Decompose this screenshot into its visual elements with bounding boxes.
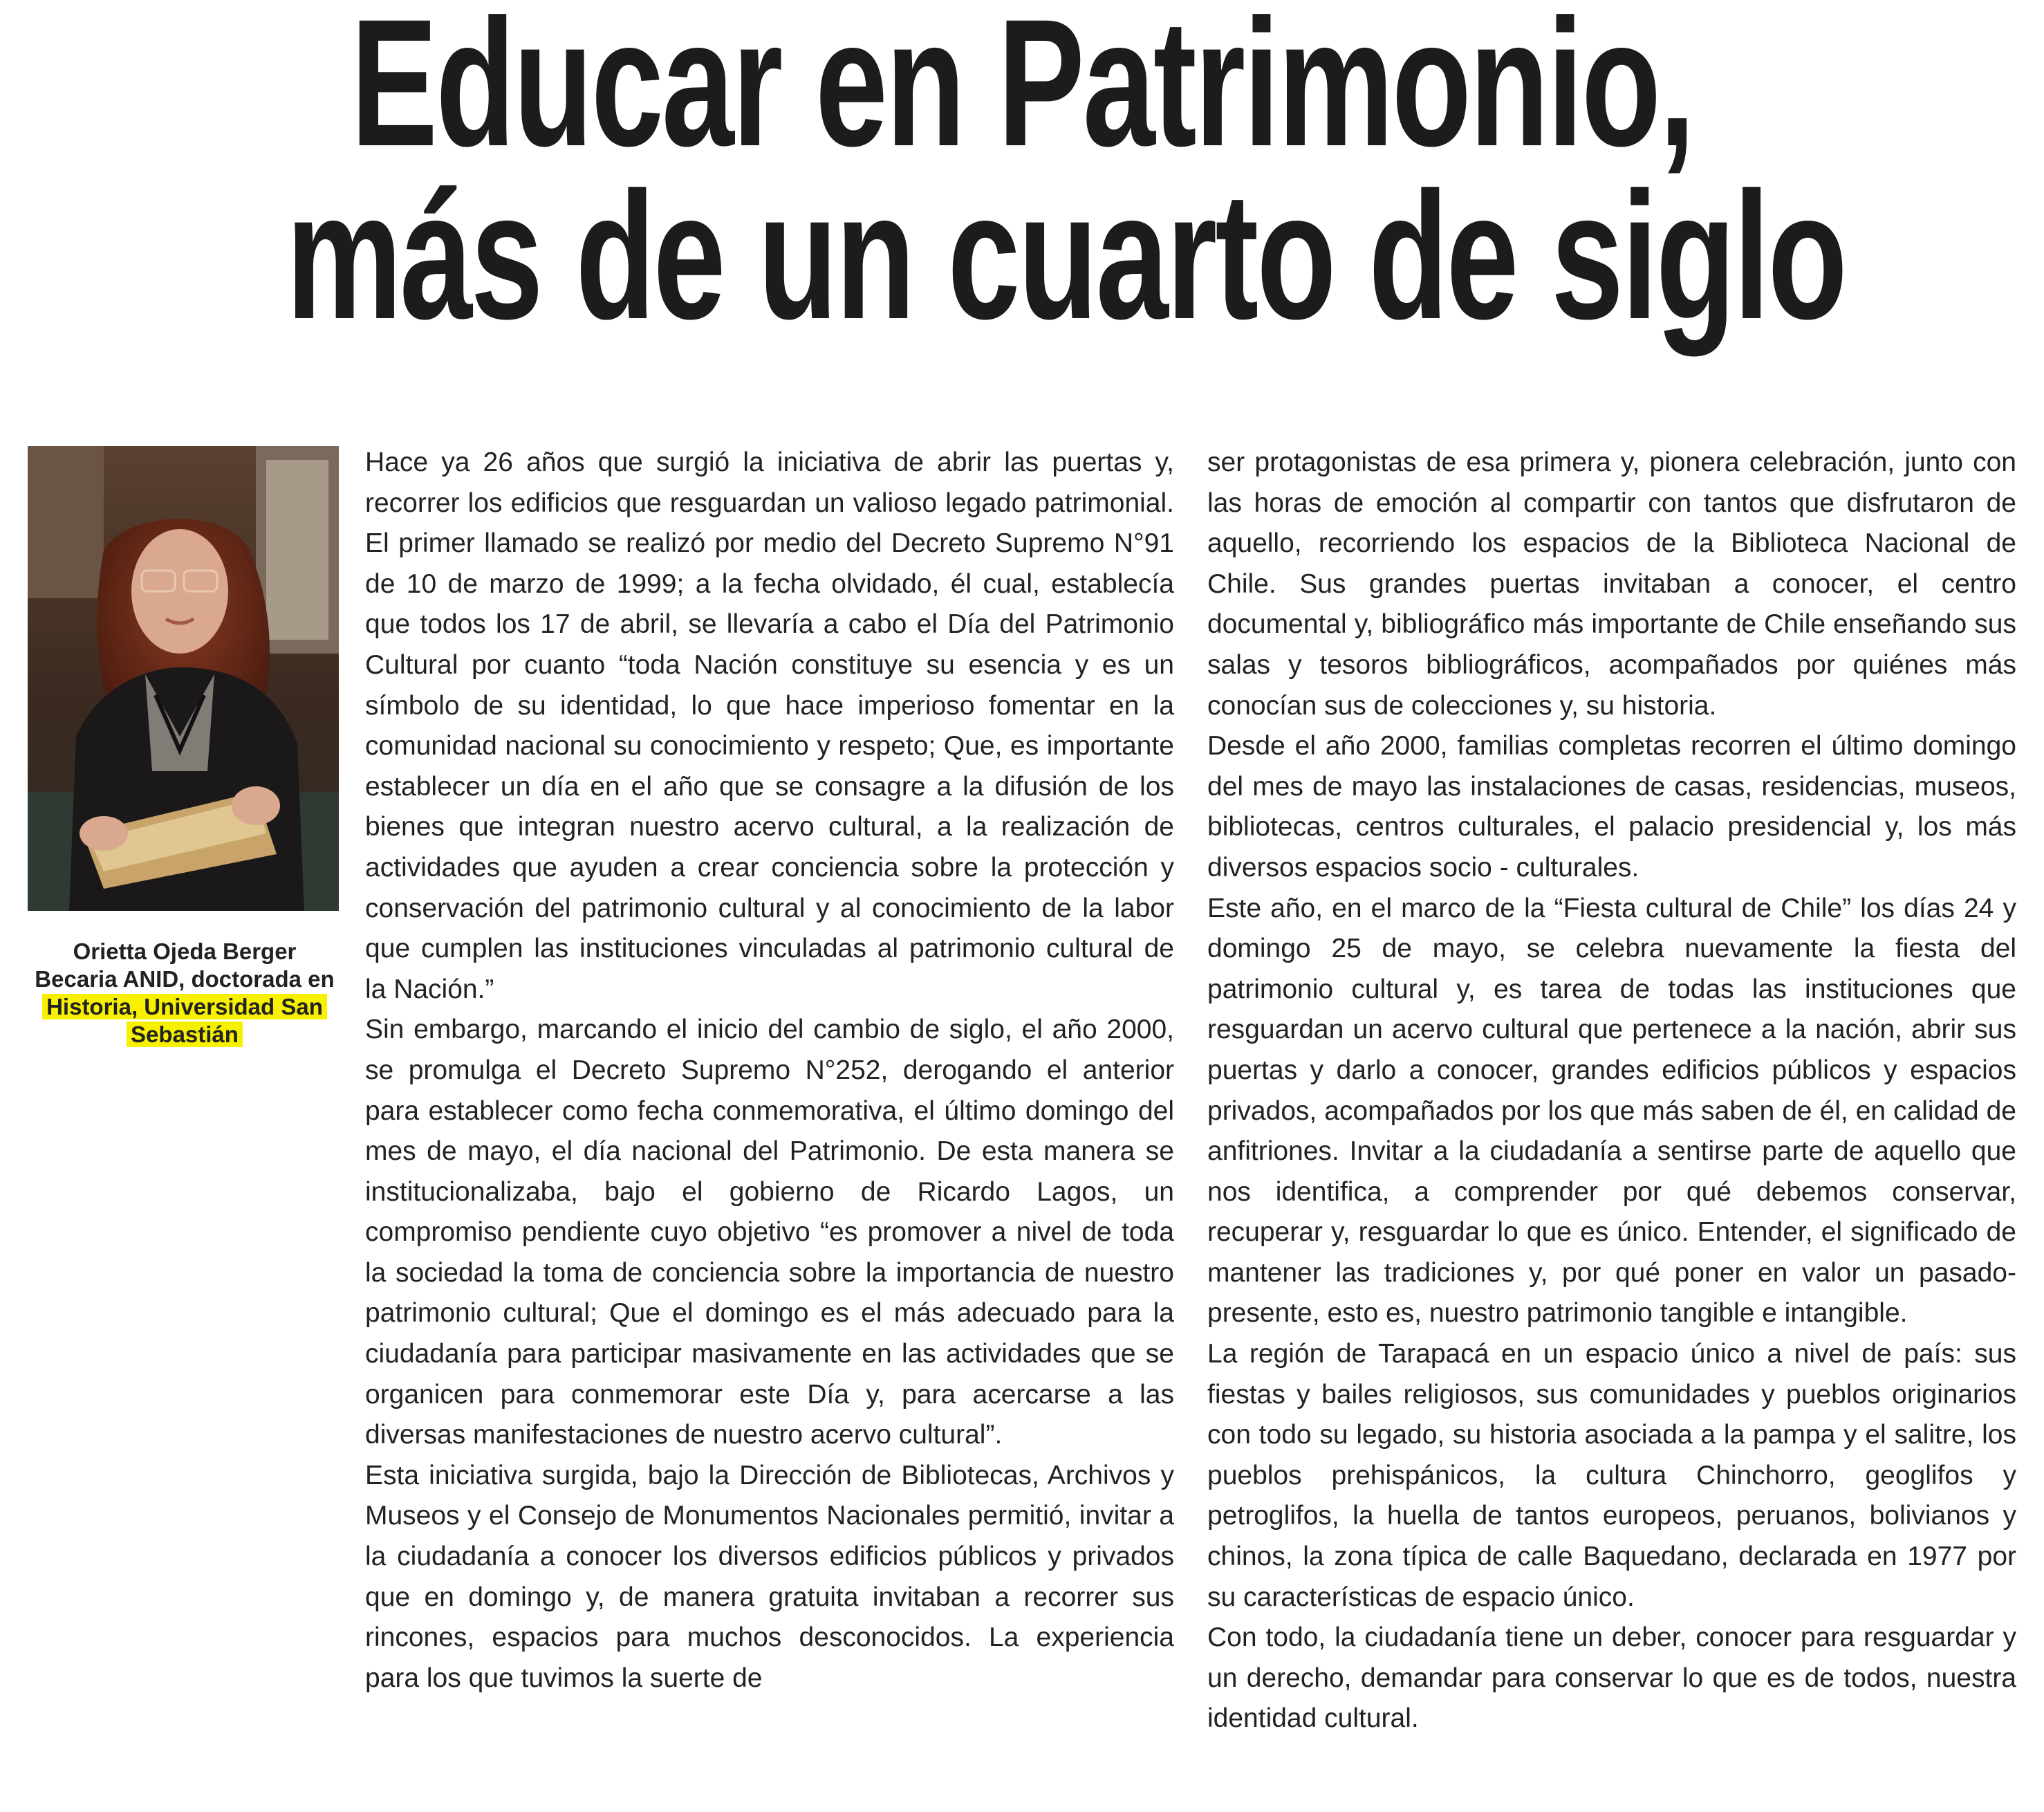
paragraph: Este año, en el marco de la “Fiesta cultural de Chile” los días 24 y domingo 25 de mayo, se celebra nuevamente la fiesta del patrimonio cultural y, es tarea de todas las instituciones que resguardan un acervo cultural que pertenece a la nación, abrir sus puertas y darlo a conocer, grandes edificios públicos y espacios privados, acompañados por los que más saben de él, en calidad de anfitriones. Invitar a la ciudadanía a sentirse parte de aquello que nos identifica, a comprender por qué debemos conservar, recuperar y, resguardar lo que es único. Entender, el significado de mantener las tradiciones y, por qué poner en valor un pasado- presente, esto es, nuestro patrimonio tangible e intangible. <box>1207 893 2016 1329</box>
paragraph: Hace ya 26 años que surgió la iniciativa de abrir las puertas y, recorrer los edificios que resguardan un valioso legado patrimonial. El primer llamado se realizó por medio del Decreto Supremo N°91 de 10 de marzo de 1999; a la fecha olvidado, él cual, establecía que todos los 17 de abril, se llevaría a cabo el Día del Patrimonio Cultural por cuanto “toda Nación constituye su esencia y es un símbolo de su identidad, lo que hace imperioso fomentar en la comunidad nacional su conocimiento y respeto; Que, es importante establecer un día en el año que se consagre a la difusión de los bienes que integran nuestro acervo cultural, a la realización de actividades que ayuden a crear conciencia sobre la protección y conservación del patrimonio cultural y al conocimiento de la labor que cumplen las instituciones vinculadas al patrimonio cultural de la Nación.” <box>365 447 1174 1004</box>
article-column-2 <box>1207 443 2016 1739</box>
headline-line-2: más de un cuarto de siglo <box>286 154 1846 357</box>
paragraph: Sin embargo, marcando el inicio del cambio de siglo, el año 2000, se promulga el Decreto Supremo N°252, derogando el anterior para establecer como fecha conmemorativa, el último domingo del mes de mayo, el día nacional del Patrimonio. De esta manera se institucionalizaba, bajo el gobierno de Ricardo Lagos, un compromiso pendiente cuyo objetivo “es promover a nivel de toda la sociedad la toma de conciencia sobre la importancia de nuestro patrimonio cultural; Que el domingo es el más adecuado para la ciudadanía para participar masivamente en las actividades que se organicen para conmemorar este Día y, para acercarse a las diversas manifestaciones de nuestro acervo cultural”. <box>365 1015 1174 1450</box>
paragraph: Desde el año 2000, familias completas recorren el último domingo del mes de mayo las instalaciones de casas, residencias, museos, bibliotecas, centros culturales, el palacio presidencial y, los más diversos espacios socio - culturales. <box>1207 731 2016 882</box>
author-caption <box>15 938 354 1048</box>
author-university-highlight: Historia, Universidad San <box>42 994 327 1019</box>
paragraph: ser protagonistas de esa primera y, pionera celebración, junto con las horas de emoción al compartir con tantos que disfrutaron de aquello, recorriendo los espacios de la Biblioteca Nacional de Chile. Sus grandes puertas invitaban a conocer, el centro documental y, bibliográfico más importante de Chile enseñando sus salas y tesoros bibliográficos, acompañados por quiénes más conocían sus de colecciones y, su historia. <box>1207 447 2016 721</box>
article-column-1 <box>365 443 1174 1699</box>
paragraph: Con todo, la ciudadanía tiene un deber, conocer para resguardar y un derecho, demandar para conservar lo que es de todos, nuestra identidad cultural. <box>1207 1623 2016 1734</box>
author-affiliation: Becaria ANID, doctorada en <box>35 966 335 992</box>
author-name: Orietta Ojeda Berger <box>73 939 297 964</box>
headline-line-1: Educar en Patrimonio, <box>351 0 1693 184</box>
paragraph: La región de Tarapacá en un espacio único a nivel de país: sus fiestas y bailes religiosos, sus comunidades y pueblos originarios con todo su legado, su historia asociada a la pampa y el salitre, los pueblos prehispánicos, la cultura Chinchorro, geoglifos y petroglifos, la huella de tantos europeos, peruanos, bolivianos y chinos, la zona típica de calle Baquedano, declarada en 1977 por su características de espacio único. <box>1207 1339 2016 1612</box>
paragraph: Esta iniciativa surgida, bajo la Dirección de Bibliotecas, Archivos y Museos y el Consejo de Monumentos Nacionales permitió, invitar a la ciudadanía a conocer los diversos edificios públicos y privados que en domingo y, de manera gratuita invitaban a recorrer sus rincones, espacios para muchos desconocidos. La experiencia para los que tuvimos la suerte de <box>365 1460 1174 1693</box>
author-photo <box>28 446 339 911</box>
author-university-highlight-2: Sebastián <box>127 1021 243 1047</box>
